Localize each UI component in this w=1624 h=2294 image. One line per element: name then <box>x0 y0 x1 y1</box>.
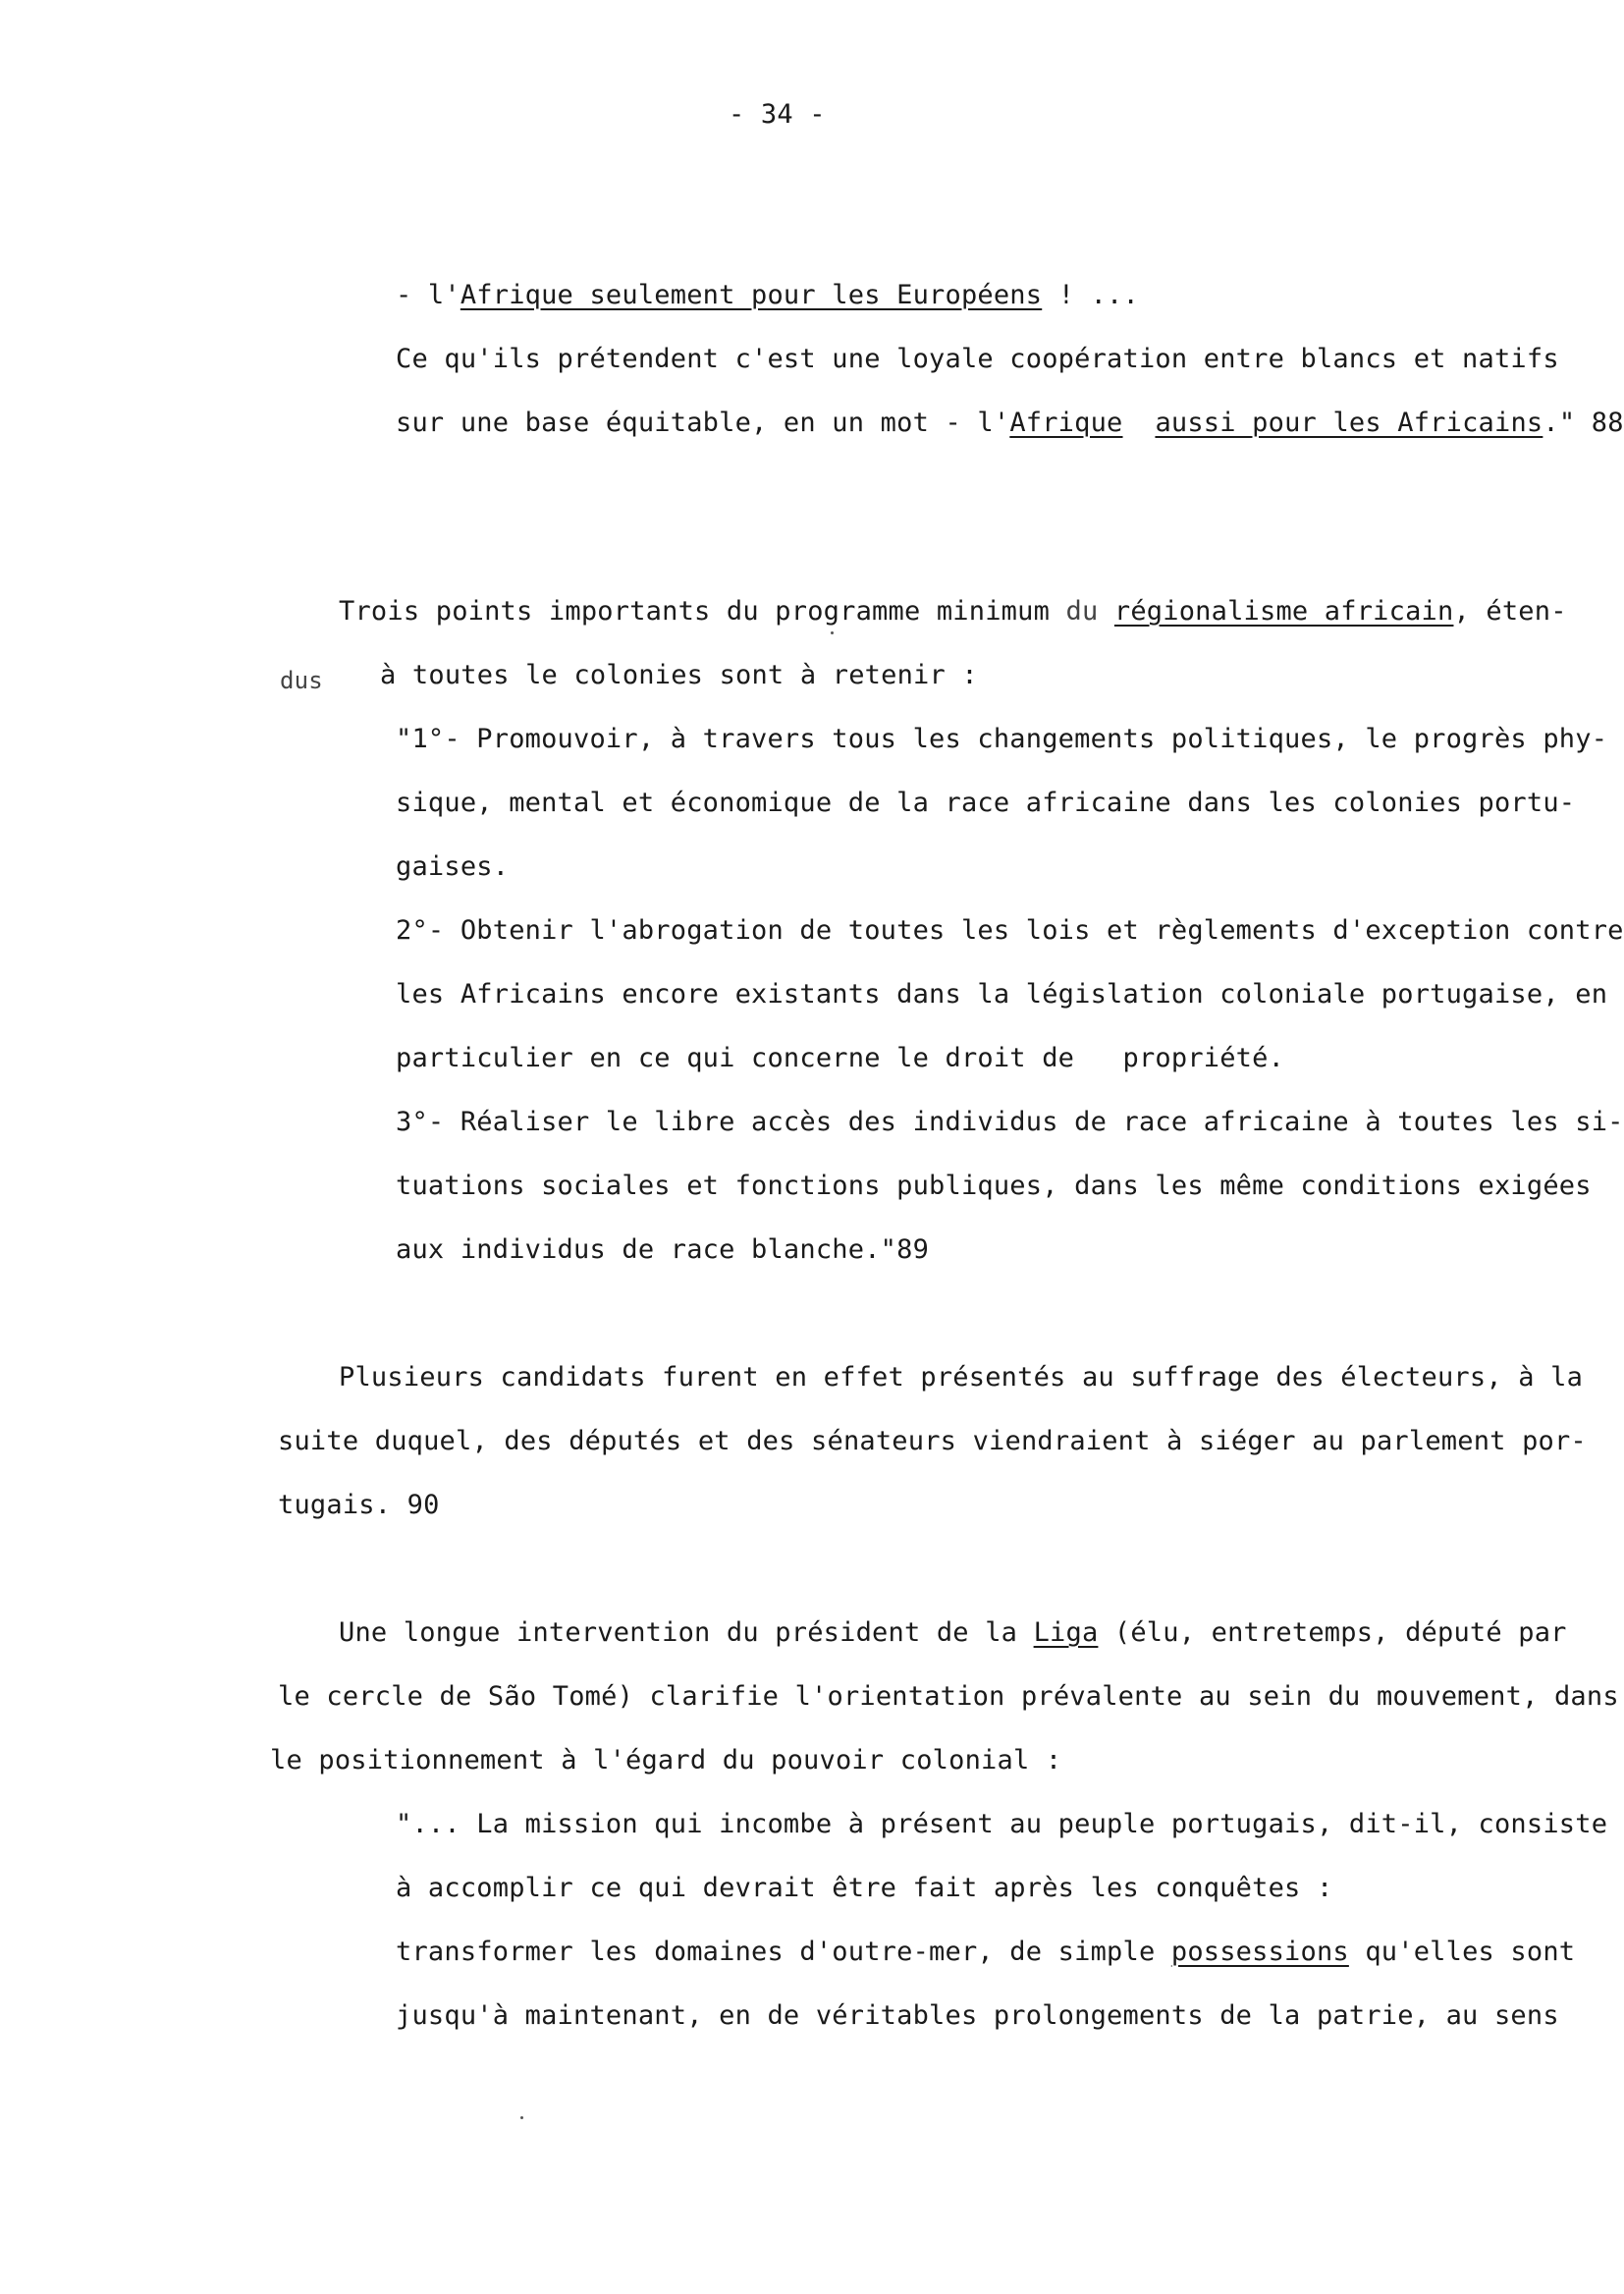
quote3-line1: "... La mission qui incombe à présent au peuple portugais, dit-il, consiste <box>396 1809 1608 1839</box>
para2-line-2: suite duquel, des députés et des sénateurs viendraient à siéger au parlement por- <box>278 1426 1587 1456</box>
quote2-line-6: particulier en ce qui concerne le droit de propriété. <box>396 1043 1285 1073</box>
para1-line2-handwritten-dus: dus <box>280 667 323 694</box>
para1-line2: à toutes le colonies sont à retenir : <box>380 660 978 690</box>
quote3-line3-pre: transformer les domaines d'outre-mer, de simple <box>396 1937 1171 1967</box>
quote2-line-7: 3°- Réaliser le libre accès des individus de race africaine à toutes les si- <box>396 1107 1624 1137</box>
scan-speck <box>831 631 834 634</box>
quote2-line-9: aux individus de race blanche."89 <box>396 1234 930 1265</box>
quote1-line1-underlined: Afrique seulement pour les Européens <box>460 280 1043 310</box>
quote3-line4: jusqu'à maintenant, en de véritables prolongements de la patrie, au sens <box>396 2000 1559 2031</box>
para1-line1 <box>339 595 1567 628</box>
quote2-line-2: sique, mental et économique de la race africaine dans les colonies portu- <box>396 788 1576 818</box>
quote2-line-3: gaises. <box>396 851 510 882</box>
para3-line1-pre: Une longue intervention du président de la <box>339 1617 1034 1648</box>
quote2-line-1: "1°- Promouvoir, à travers tous les changements politiques, le progrès phy- <box>396 724 1608 754</box>
page-number: - 34 - <box>729 99 826 130</box>
quote1-line3-underlined-2: aussi pour les Africains <box>1155 408 1543 438</box>
para3-line1-post: (élu, entretemps, député par <box>1098 1617 1567 1648</box>
quote1-line3-gap <box>1123 408 1156 438</box>
para1-line1-post: , éten- <box>1453 596 1567 627</box>
para1-line1-underlined: régionalisme africain <box>1113 596 1454 627</box>
para3-line1 <box>339 1616 1567 1650</box>
quote2-line-8: tuations sociales et fonctions publiques, dans les même conditions exigées <box>396 1171 1592 1201</box>
para1-line1-pre: Trois points importants du programme minimum <box>339 596 1066 627</box>
quote3-line2: à accomplir ce qui devrait être fait après les conquêtes : <box>396 1873 1333 1903</box>
quote1-line1-pre: - l' <box>396 280 460 310</box>
quote1-line3-underlined-1: Afrique <box>1009 408 1123 438</box>
quote1-line3-post: ." 88 <box>1543 408 1624 438</box>
para1-line1-handwritten-du: du <box>1065 596 1099 627</box>
quote1-line1 <box>396 279 1139 312</box>
quote3-line3 <box>396 1936 1575 1969</box>
quote2-line-4: 2°- Obtenir l'abrogation de toutes les lois et règlements d'exception contre <box>396 915 1624 946</box>
quote1-line2: Ce qu'ils prétendent c'est une loyale coopération entre blancs et natifs <box>396 344 1559 374</box>
para1-line1-space <box>1098 596 1113 627</box>
quote3-line3-post: qu'elles sont <box>1348 1937 1576 1967</box>
quote1-line3-pre: sur une base équitable, en un mot - l' <box>396 408 1010 438</box>
para3-line1-underlined: Liga <box>1033 1617 1099 1648</box>
para3-line3: le positionnement à l'égard du pouvoir colonial : <box>270 1745 1062 1775</box>
quote1-line3 <box>396 407 1624 440</box>
quote2-line-5: les Africains encore existants dans la législation coloniale portugaise, en <box>396 979 1608 1010</box>
para2-line-3: tugais. 90 <box>278 1490 440 1520</box>
quote3-line3-underlined: possessions <box>1170 1937 1349 1967</box>
quote1-line1-post: ! ... <box>1042 280 1139 310</box>
scan-speck <box>520 2116 523 2119</box>
para3-line2: le cercle de São Tomé) clarifie l'orientation prévalente au sein du mouvement, dans <box>278 1681 1619 1712</box>
para2-line-1: Plusieurs candidats furent en effet présentés au suffrage des électeurs, à la <box>339 1362 1584 1393</box>
